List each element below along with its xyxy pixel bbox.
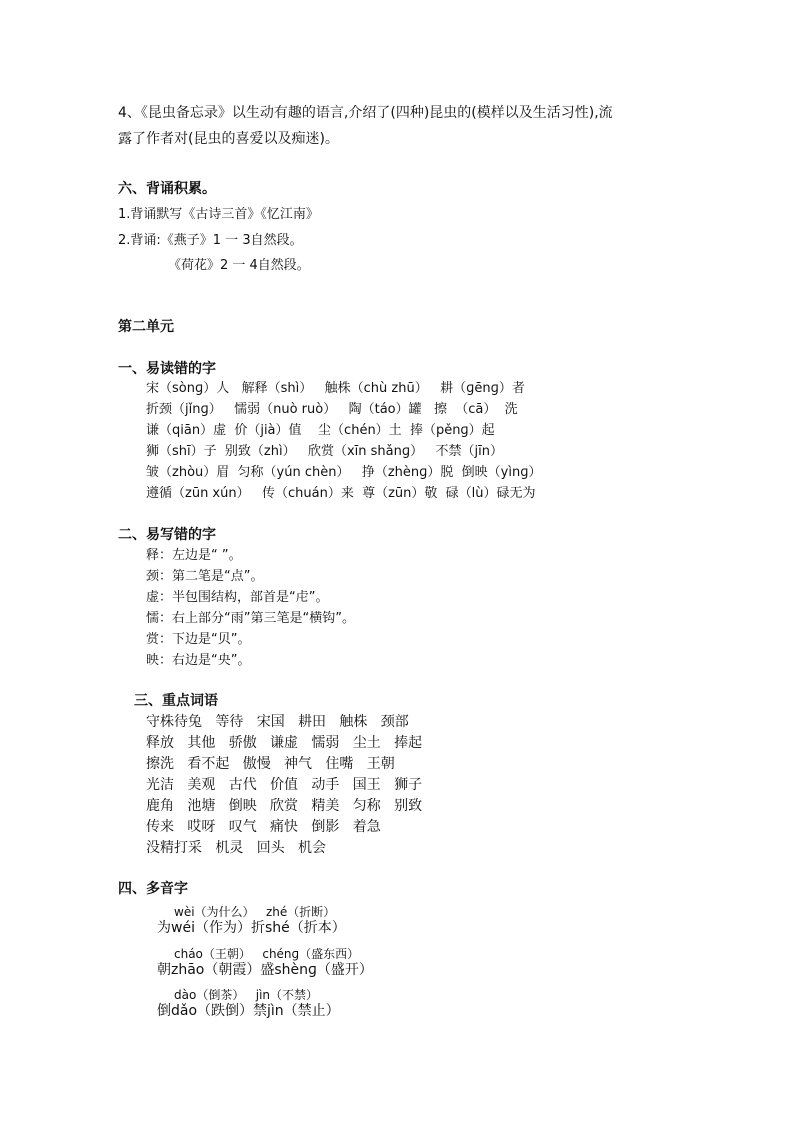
polyphone-pinyin-line: wèi（为什么） zhé（折断） xyxy=(174,905,336,919)
keywords-row: 守株待兔 等待 宋国 耕田 触株 颈部 xyxy=(146,714,409,730)
polyphone-pinyin-line: cháo（王朝） chénɡ（盛东西） xyxy=(174,947,360,961)
keywords-heading: 三、重点词语 xyxy=(134,693,218,709)
keywords-row: 没精打采 机灵 回头 机会 xyxy=(146,840,327,856)
miswrite-row: 懦：右上部分“雨”第三笔是“横钩”。 xyxy=(146,611,355,626)
keywords-row: 释放 其他 骄傲 谦虚 懦弱 尘土 捧起 xyxy=(146,735,423,751)
miswrite-row: 颈：第二笔是“点”。 xyxy=(146,569,264,584)
miswrite-heading: 二、易写错的字 xyxy=(118,527,216,543)
misread-row: 谦（qiān）虚 价（jià）值 尘（chén）土 捧（pěnɡ）起 xyxy=(146,423,495,438)
misread-row: 折颈（jǐnɡ） 懦弱（nuò ruò） 陶（táo）罐 擦 （cā） 洗 xyxy=(146,402,518,417)
misread-heading: 一、易读错的字 xyxy=(118,361,216,377)
polyphone-word-line: 朝zhāo（朝霞）盛shènɡ（盛开） xyxy=(157,962,373,978)
recite-item-2: 2.背诵:《燕子》1 一 3自然段。 xyxy=(118,233,303,248)
polyphone-word-line: 为wéi（作为）折shé（折本） xyxy=(157,920,346,936)
misread-row: 狮（shī）子 别致（zhì） 欣赏（xīn shǎnɡ） 不禁（jīn） xyxy=(146,444,503,459)
misread-row: 宋（sònɡ）人 解释（shì） 触株（chù zhū） 耕（ɡēnɡ）者 xyxy=(146,381,525,396)
recite-heading: 六、背诵积累。 xyxy=(118,181,216,197)
miswrite-row: 映：右边是“央”。 xyxy=(146,653,251,668)
polyphone-word-line: 倒dǎo（跌倒）禁jìn（禁止） xyxy=(157,1003,340,1019)
summary-line-2: 露了作者对(昆虫的喜爱以及痴迷)。 xyxy=(118,131,339,147)
miswrite-row: 赏：下边是“贝”。 xyxy=(146,632,251,647)
polyphone-pinyin-line: dào（倒茶） jìn（不禁） xyxy=(174,988,319,1002)
recite-item-3: 《荷花》2 一 4自然段。 xyxy=(168,258,310,273)
keywords-row: 光洁 美观 古代 价值 动手 国王 狮子 xyxy=(146,777,423,793)
miswrite-row: 释：左边是“ ”。 xyxy=(146,548,242,563)
keywords-row: 传来 哎呀 叹气 痛快 倒影 着急 xyxy=(146,819,381,835)
summary-line-1: 4、《昆虫备忘录》以生动有趣的语言,介绍了(四种)昆虫的(模样以及生活习性),流 xyxy=(118,105,613,121)
recite-item-1: 1.背诵默写《古诗三首》《忆江南》 xyxy=(118,207,319,222)
keywords-row: 擦洗 看不起 傲慢 神气 住嘴 王朝 xyxy=(146,756,395,772)
keywords-row: 鹿角 池塘 倒映 欣赏 精美 匀称 别致 xyxy=(146,798,423,814)
misread-row: 遵循（zūn xún） 传（chuán）来 尊（zūn）敬 碌（lù）碌无为 xyxy=(146,486,536,501)
polyphone-heading: 四、多音字 xyxy=(118,881,188,897)
unit-title: 第二单元 xyxy=(118,319,174,335)
miswrite-row: 虚：半包围结构，部首是“虍”。 xyxy=(146,590,329,605)
misread-row: 皱（zhòu）眉 匀称（yún chèn） 挣（zhènɡ）脱 倒映（yìnɡ） xyxy=(146,465,542,480)
